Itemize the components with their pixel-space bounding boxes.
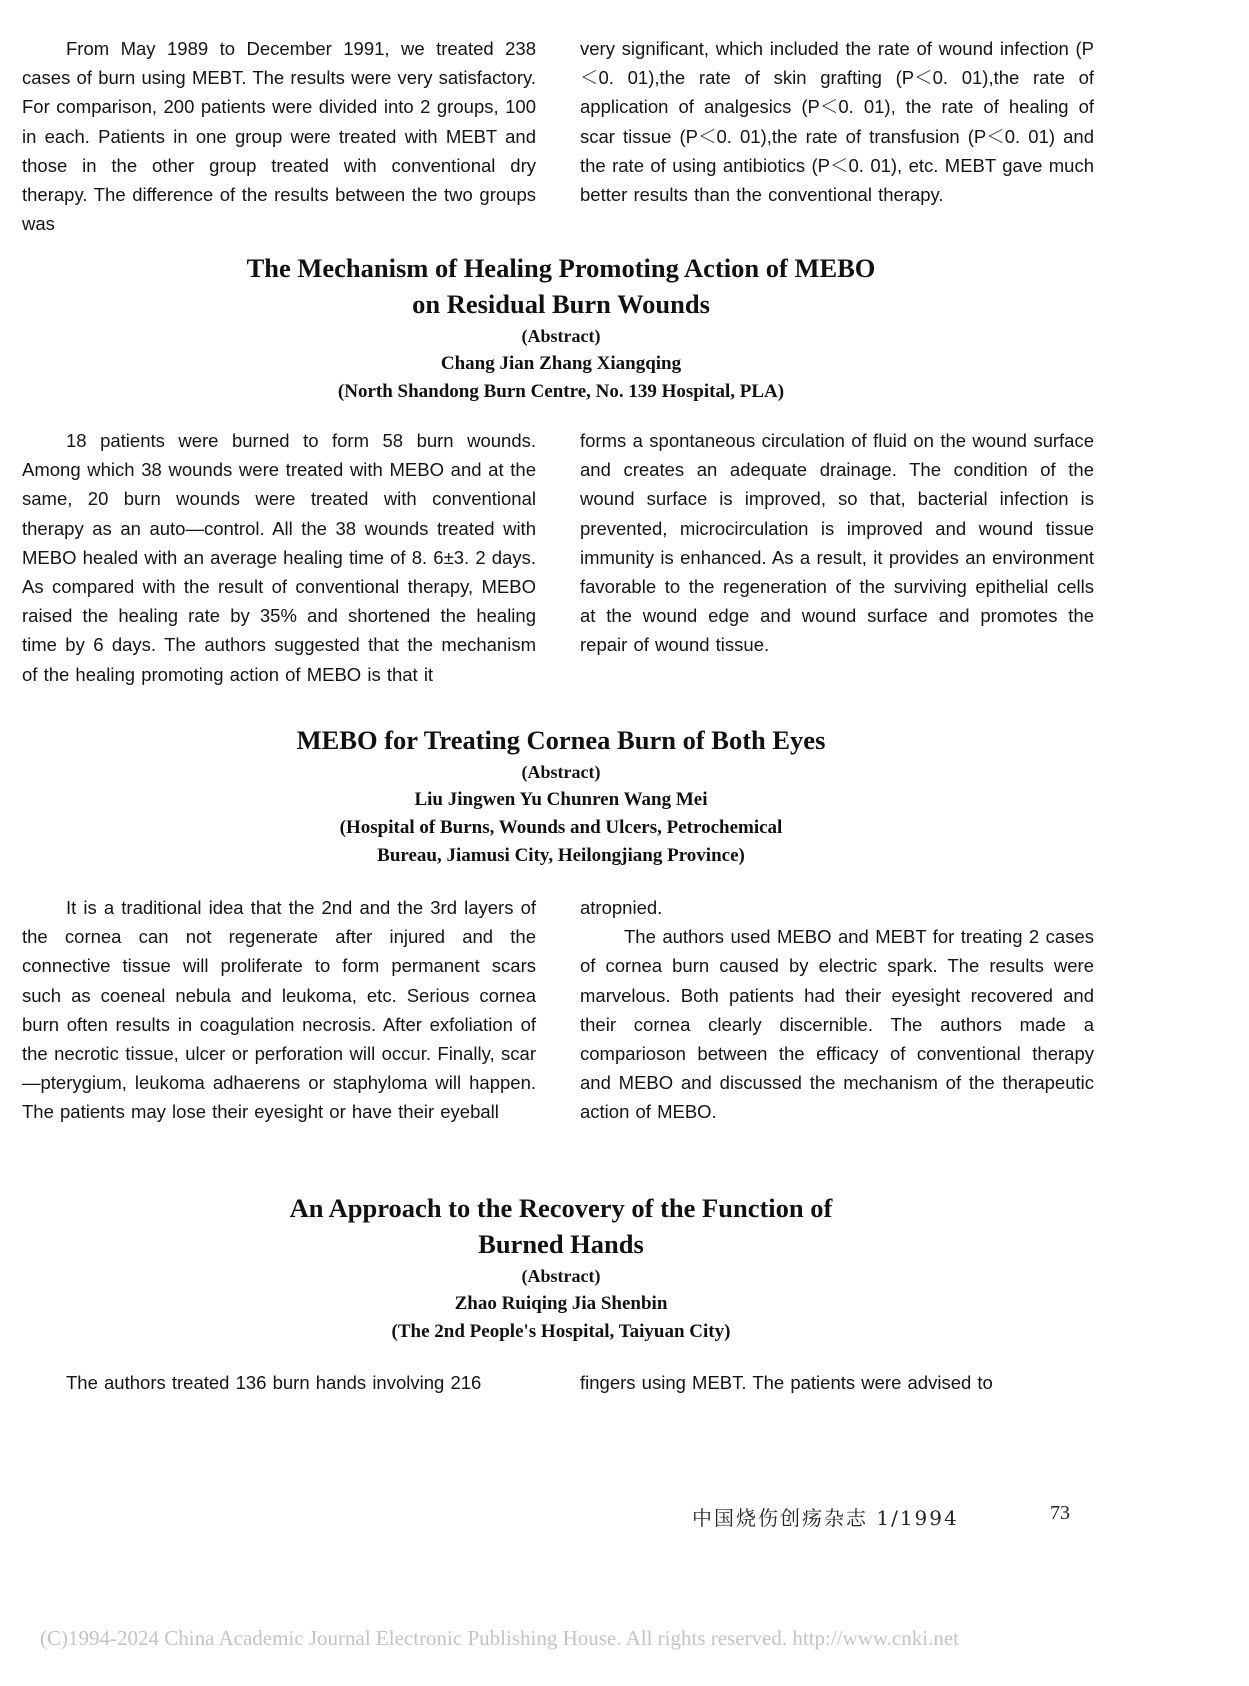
- abstract-label: (Abstract): [521, 762, 601, 782]
- article-header-burned-hands: [0, 1190, 1122, 1346]
- authors: Zhao Ruiqing Jia Shenbin: [454, 1293, 668, 1314]
- column-left: [22, 1368, 536, 1397]
- paragraph: very significant, which included the rate of wound infection (P＜0. 01),the rate of skin grafting (P＜0. 01),the rate of application of analgesics (P＜0. 01), the rate of healing of scar tissue (P＜0. 01),the rate of transfusion (P＜0. 01) and the rate of using antibiotics (P＜0. 01), etc. MEBT gave much better results than the conventional therapy.: [580, 38, 1094, 206]
- column-right: [580, 1368, 1094, 1397]
- journal-name: 中国烧伤创疡杂志 1/1994: [692, 1506, 959, 1530]
- article-title: The Mechanism of Healing Promoting Action of MEBO: [246, 253, 876, 283]
- column-left: [22, 426, 536, 689]
- copyright-watermark: (C)1994-2024 China Academic Journal Electronic Publishing House. All rights reserved. http://www.cnki.net: [40, 1626, 959, 1650]
- column-right: [580, 34, 1094, 238]
- authors: Chang Jian Zhang Xiangqing: [440, 353, 682, 374]
- affiliation: (North Shandong Burn Centre, No. 139 Hospital, PLA): [337, 381, 785, 402]
- affiliation: Bureau, Jiamusi City, Heilongjiang Province): [377, 845, 745, 866]
- affiliation: (Hospital of Burns, Wounds and Ulcers, Petrochemical: [339, 817, 783, 838]
- paragraph: The authors treated 136 burn hands involving 216: [66, 1372, 482, 1393]
- paragraph: forms a spontaneous circulation of fluid on the wound surface and creates an adequate drainage. The condition of the wound surface is improved, so that, bacterial infection is prevented, microcirculation is improved and wound tissue immunity is enhanced. As a result, it provides an environment favorable to the regeneration of the surviving epithelial cells at the wound edge and wound surface and promotes the repair of wound tissue.: [580, 430, 1094, 656]
- paragraph: The authors used MEBO and MEBT for treating 2 cases of cornea burn caused by electric spark. The results were marvelous. Both patients had their eyesight recovered and their cornea clearly discernible. The authors made a comparioson between the efficacy of conventional therapy and MEBO and discussed the mechanism of the therapeutic action of MEBO.: [580, 926, 1094, 1123]
- paragraph: atropnied.: [580, 897, 663, 918]
- column-right: [580, 426, 1094, 689]
- column-right: [580, 893, 1094, 1127]
- authors: Liu Jingwen Yu Chunren Wang Mei: [414, 789, 708, 810]
- column-left: [22, 893, 536, 1127]
- article-title: MEBO for Treating Cornea Burn of Both Eyes: [296, 725, 826, 755]
- abstract-label: (Abstract): [521, 326, 601, 346]
- article-body: [22, 893, 1094, 1127]
- article-body: [22, 1368, 1094, 1397]
- affiliation: (The 2nd People's Hospital, Taiyuan City): [391, 1321, 731, 1342]
- article-title: An Approach to the Recovery of the Function of: [289, 1193, 833, 1223]
- article-title: Burned Hands: [478, 1229, 644, 1259]
- paragraph: It is a traditional idea that the 2nd and the 3rd layers of the cornea can not regenerate after injured and the connective tissue will proliferate to form permanent scars such as coeneal nebula and leukoma, etc. Serious cornea burn often results in coagulation necrosis. After exfoliation of the necrotic tissue, ulcer or perforation will occur. Finally, scar—pterygium, leukoma adhaerens or staphyloma will happen. The patients may lose their eyesight or have their eyeball: [22, 897, 536, 1123]
- article-continuation: [22, 34, 1094, 238]
- column-left: [22, 34, 536, 238]
- abstract-label: (Abstract): [521, 1266, 601, 1286]
- article-header-mebo-residual-wounds: [0, 250, 1122, 406]
- article-body: [22, 426, 1094, 689]
- paragraph: From May 1989 to December 1991, we treated 238 cases of burn using MEBT. The results were very satisfactory. For comparison, 200 patients were divided into 2 groups, 100 in each. Patients in one group were treated with MEBT and those in the other group treated with conventional dry therapy. The difference of the results between the two groups was: [22, 38, 536, 235]
- article-title: on Residual Burn Wounds: [412, 289, 710, 319]
- page-number: 73: [1050, 1502, 1070, 1524]
- paragraph: fingers using MEBT. The patients were advised to: [580, 1372, 993, 1393]
- paragraph: 18 patients were burned to form 58 burn wounds. Among which 38 wounds were treated with MEBO and at the same, 20 burn wounds were treated with conventional therapy as an auto—control. All the 38 wounds treated with MEBO healed with an average healing time of 8. 6±3. 2 days. As compared with the result of conventional therapy, MEBO raised the healing rate by 35% and shortened the healing time by 6 days. The authors suggested that the mechanism of the healing promoting action of MEBO is that it: [22, 430, 536, 685]
- article-header-cornea-burn: [0, 722, 1122, 870]
